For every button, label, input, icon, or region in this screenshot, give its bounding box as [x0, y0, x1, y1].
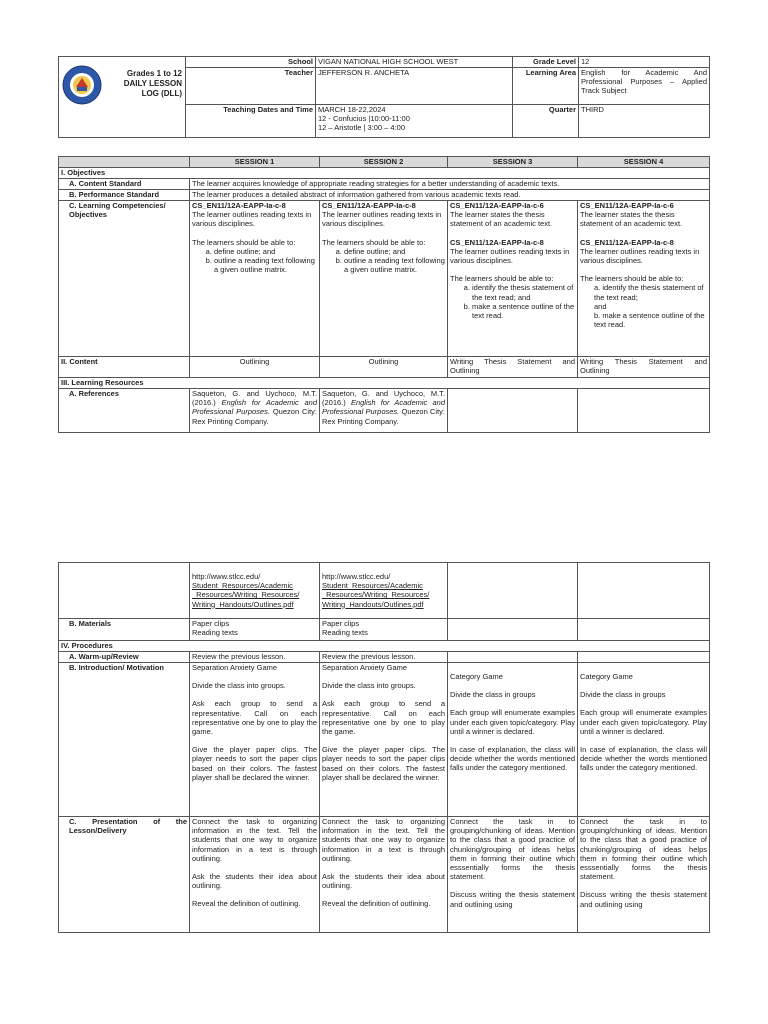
materials-session1 — [190, 619, 320, 641]
references-session4 — [578, 389, 710, 433]
reference-link[interactable]: http://www.stlcc.edu/ — [322, 572, 391, 581]
competency-text: The learner states the thesis statement of an academic text. — [450, 210, 553, 229]
objective-item: and — [594, 301, 607, 311]
area-value: English for Academic And Professional Purposes – Applied Track Subject — [579, 68, 710, 105]
references-session1 — [190, 389, 320, 433]
reference-link[interactable]: _Resources/Writing_Resources/ — [322, 590, 430, 600]
competency-code: CS_EN11/12A-EAPP-Ia-c-8 — [450, 237, 544, 247]
blank-header-cell — [59, 157, 190, 168]
teacher-label: Teacher — [186, 68, 316, 105]
intro-step: In case of explanation, the class will decide whether the words mentioned falls under the category mentioned. — [450, 745, 575, 773]
intro-step: Divide the class in groups — [580, 690, 666, 700]
objectives-label: I. Objectives — [59, 168, 710, 179]
content-session1: Outlining — [190, 357, 320, 378]
title-line: DAILY LESSON — [123, 79, 182, 88]
intro-step: Each group will enumerate examples under each given topic/category. Play until a winner is declared. — [450, 708, 575, 736]
performance-standard-label: B. Performance Standard — [59, 190, 190, 201]
presentation-session1 — [190, 817, 320, 933]
procedures-label: IV. Procedures — [59, 641, 710, 652]
materials-session4 — [578, 619, 710, 641]
presentation-session2 — [320, 817, 448, 933]
objectives-intro: The learners should be able to: — [580, 274, 684, 284]
procedures-table — [58, 562, 710, 933]
intro-step: Category Game — [450, 672, 503, 681]
objectives-table — [58, 156, 710, 433]
reference-link[interactable]: Student_Resources/Academic — [322, 581, 423, 591]
introduction-session1 — [190, 663, 320, 817]
competencies-session2 — [320, 201, 448, 357]
session-header: SESSION 3 — [448, 157, 578, 168]
url-session1 — [190, 563, 320, 619]
presentation-session3 — [448, 817, 578, 933]
intro-step: Ask each group to send a representative. Call on each representative one by one to play the game. — [322, 699, 445, 737]
performance-standard-text: The learner produces a detailed abstract of information gathered from various academic texts read. — [190, 190, 710, 201]
content-label: II. Content — [59, 357, 190, 378]
reference-title: English for Academic and Professional Purposes. — [192, 398, 317, 417]
reference-title: English for Academic and Professional Purposes. — [322, 398, 445, 417]
quarter-label: Quarter — [513, 105, 579, 138]
presentation-step: Connect the task in to grouping/chunking of ideas. Mention to the class that a good practice of chunking/grouping of ideas helps them in forming their outline which esssentially forms the thesis statement. — [450, 817, 575, 882]
content-session4: Writing Thesis Statement and Outlining — [578, 357, 710, 378]
intro-step: In case of explanation, the class will decide whether the words mentioned falls under the category mentioned. — [580, 745, 707, 773]
header-table — [58, 56, 710, 138]
grade-label: Grade Level — [513, 57, 579, 68]
reference-author: Saqueton, G. and Uychoco, M.T. (2016.) — [192, 389, 317, 408]
presentation-step: Connect the task to organizing information in the text. Tell the students that one way to organize information in a text is through outlining. — [322, 817, 445, 863]
intro-step: Divide the class into groups. — [322, 681, 416, 691]
competency-text: The learner states the thesis statement of an academic text. — [580, 210, 683, 229]
presentation-step: Reveal the definition of outlining. — [192, 899, 301, 909]
grade-value: 12 — [579, 57, 710, 68]
introduction-session3 — [448, 663, 578, 817]
intro-step: Give the player paper clips. The player needs to sort the paper clips based on their colors. The fastest player shall be declared the winner. — [192, 745, 317, 782]
reference-publisher: Quezon City: Rex Printing Company. — [192, 407, 318, 426]
intro-step: Ask each group to send a representative. Call on each representative one by one to play the game. — [192, 699, 317, 737]
presentation-label: C. Presentation of the Lesson/Delivery — [59, 817, 190, 933]
school-value: VIGAN NATIONAL HIGH SCHOOL WEST — [316, 57, 513, 68]
reference-publisher: Quezon City: Rex Printing Company. — [322, 407, 445, 426]
deped-seal — [62, 65, 102, 107]
presentation-step: Discuss writing the thesis statement and outlining using — [450, 890, 575, 909]
competency-text: The learner outlines reading texts in various disciplines. — [450, 246, 570, 266]
date-line: 12 – Aristotle | 3:00 – 4:00 — [318, 123, 406, 133]
competency-code: CS_EN11/12A-EAPP-Ia-c-6 — [580, 201, 674, 210]
reference-link[interactable]: Writing_Handouts/Outlines.pdf — [322, 599, 424, 609]
objective-item: a. define outline; and — [214, 247, 317, 256]
intro-step: Divide the class into groups. — [192, 681, 286, 691]
intro-step: Each group will enumerate examples under each given topic/category. Play until a winner is declared. — [580, 708, 707, 736]
content-standard-text: The learner acquires knowledge of appropriate reading strategies for a better understanding of academic texts. — [190, 179, 710, 190]
content-standard-label: A. Content Standard — [59, 179, 190, 190]
dates-value — [316, 105, 513, 138]
objective-item: b. outline a reading text following a given outline matrix. — [214, 256, 317, 274]
competency-code: CS_EN11/12A-EAPP-Ia-c-6 — [450, 201, 544, 210]
references-session2 — [320, 389, 448, 433]
introduction-session4 — [578, 663, 710, 817]
url-label-cell — [59, 563, 190, 619]
date-line: 12 - Confucius |10:00-11:00 — [318, 114, 410, 124]
reference-link[interactable]: Student_Resources/Academic — [192, 581, 293, 591]
objective-item: a. define outline; and — [344, 247, 445, 256]
objective-item: b. make a sentence outline of the text read. — [594, 311, 705, 330]
presentation-step: Connect the task in to grouping/chunking of ideas. Mention to the class that a good practice of chunking/grouping of ideas helps them in forming their outline which esssentially forms the thesis statement. — [580, 817, 707, 882]
objectives-intro: The learners should be able to: — [192, 237, 296, 247]
url-session3 — [448, 563, 578, 619]
competency-code: CS_EN11/12A-EAPP-Ia-c-8 — [192, 201, 286, 210]
intro-step: Separation Anxiety Game — [322, 663, 408, 672]
dll-title — [124, 69, 182, 99]
competency-code: CS_EN11/12A-EAPP-Ia-c-8 — [322, 201, 416, 210]
resources-label: III. Learning Resources — [59, 378, 710, 389]
objective-item: a. identify the thesis statement of the text read; — [594, 283, 704, 302]
area-label: Learning Area — [513, 68, 579, 105]
presentation-step: Ask the students their idea about outlining. — [192, 872, 317, 891]
presentation-step: Reveal the definition of outlining. — [322, 899, 431, 909]
introduction-label: B. Introduction/ Motivation — [59, 663, 190, 817]
material-item: Reading texts — [192, 628, 238, 638]
material-item: Reading texts — [322, 628, 368, 638]
presentation-step: Connect the task to organizing information in the text. Tell the students that one way to organize information in a text is through outlining. — [192, 817, 317, 863]
date-line: MARCH 18-22,2024 — [318, 105, 386, 114]
competency-code: CS_EN11/12A-EAPP-Ia-c-8 — [580, 237, 674, 247]
presentation-step: Ask the students their idea about outlining. — [322, 872, 445, 891]
competencies-label: C. Learning Competencies/ Objectives — [59, 201, 190, 357]
quarter-value: THIRD — [579, 105, 710, 138]
reference-link[interactable]: _Resources/Writing_Resources/ — [192, 590, 300, 600]
school-label: School — [186, 57, 316, 68]
reference-author: Saqueton, G. and Uychoco, M.T. (2016.) — [322, 389, 445, 408]
objective-item: b. make a sentence outline of the text read. — [472, 302, 575, 320]
intro-step: Separation Anxiety Game — [192, 663, 278, 672]
materials-session2 — [320, 619, 448, 641]
content-session3: Writing Thesis Statement and Outlining — [448, 357, 578, 378]
intro-step: Divide the class in groups — [450, 690, 536, 700]
objectives-intro: The learners should be able to: — [322, 237, 426, 247]
warmup-session1: Review the previous lesson. — [190, 652, 320, 663]
materials-session3 — [448, 619, 578, 641]
logo-title-cell — [59, 57, 186, 138]
materials-label: B. Materials — [59, 619, 190, 641]
title-line: LOG (DLL) — [141, 89, 182, 98]
warmup-session3 — [448, 652, 578, 663]
presentation-session4 — [578, 817, 710, 933]
intro-step: Category Game — [580, 672, 633, 681]
material-item: Paper clips — [192, 619, 230, 628]
objective-item: b. outline a reading text following a given outline matrix. — [344, 256, 445, 274]
url-session2 — [320, 563, 448, 619]
objective-item: a. identify the thesis statement of the text read; and — [472, 283, 575, 301]
reference-link[interactable]: http://www.stlcc.edu/ — [192, 572, 261, 581]
competency-text: The learner outlines reading texts in various disciplines. — [192, 210, 312, 229]
references-session3 — [448, 389, 578, 433]
presentation-step: Discuss writing the thesis statement and outlining using — [580, 890, 707, 909]
session-header: SESSION 2 — [320, 157, 448, 168]
title-line: Grades 1 to 12 — [126, 69, 182, 78]
competencies-session1 — [190, 201, 320, 357]
url-session4 — [578, 563, 710, 619]
competencies-session3 — [448, 201, 578, 357]
objectives-intro: The learners should be able to: — [450, 274, 554, 284]
reference-link[interactable]: Writing_Handouts/Outlines.pdf — [192, 599, 294, 609]
teacher-value: JEFFERSON R. ANCHETA — [316, 68, 513, 105]
competency-text: The learner outlines reading texts in various disciplines. — [322, 210, 442, 229]
competency-text: The learner outlines reading texts in various disciplines. — [580, 246, 700, 266]
dates-label: Teaching Dates and Time — [186, 105, 316, 138]
content-session2: Outlining — [320, 357, 448, 378]
warmup-session2: Review the previous lesson. — [320, 652, 448, 663]
session-header: SESSION 4 — [578, 157, 710, 168]
material-item: Paper clips — [322, 619, 360, 628]
warmup-label: A. Warm-up/Review — [59, 652, 190, 663]
session-header: SESSION 1 — [190, 157, 320, 168]
references-label: A. References — [59, 389, 190, 433]
introduction-session2 — [320, 663, 448, 817]
intro-step: Give the player paper clips. The player needs to sort the paper clips based on their colors. The fastest player shall be declared the winner. — [322, 745, 445, 782]
competencies-session4 — [578, 201, 710, 357]
warmup-session4 — [578, 652, 710, 663]
